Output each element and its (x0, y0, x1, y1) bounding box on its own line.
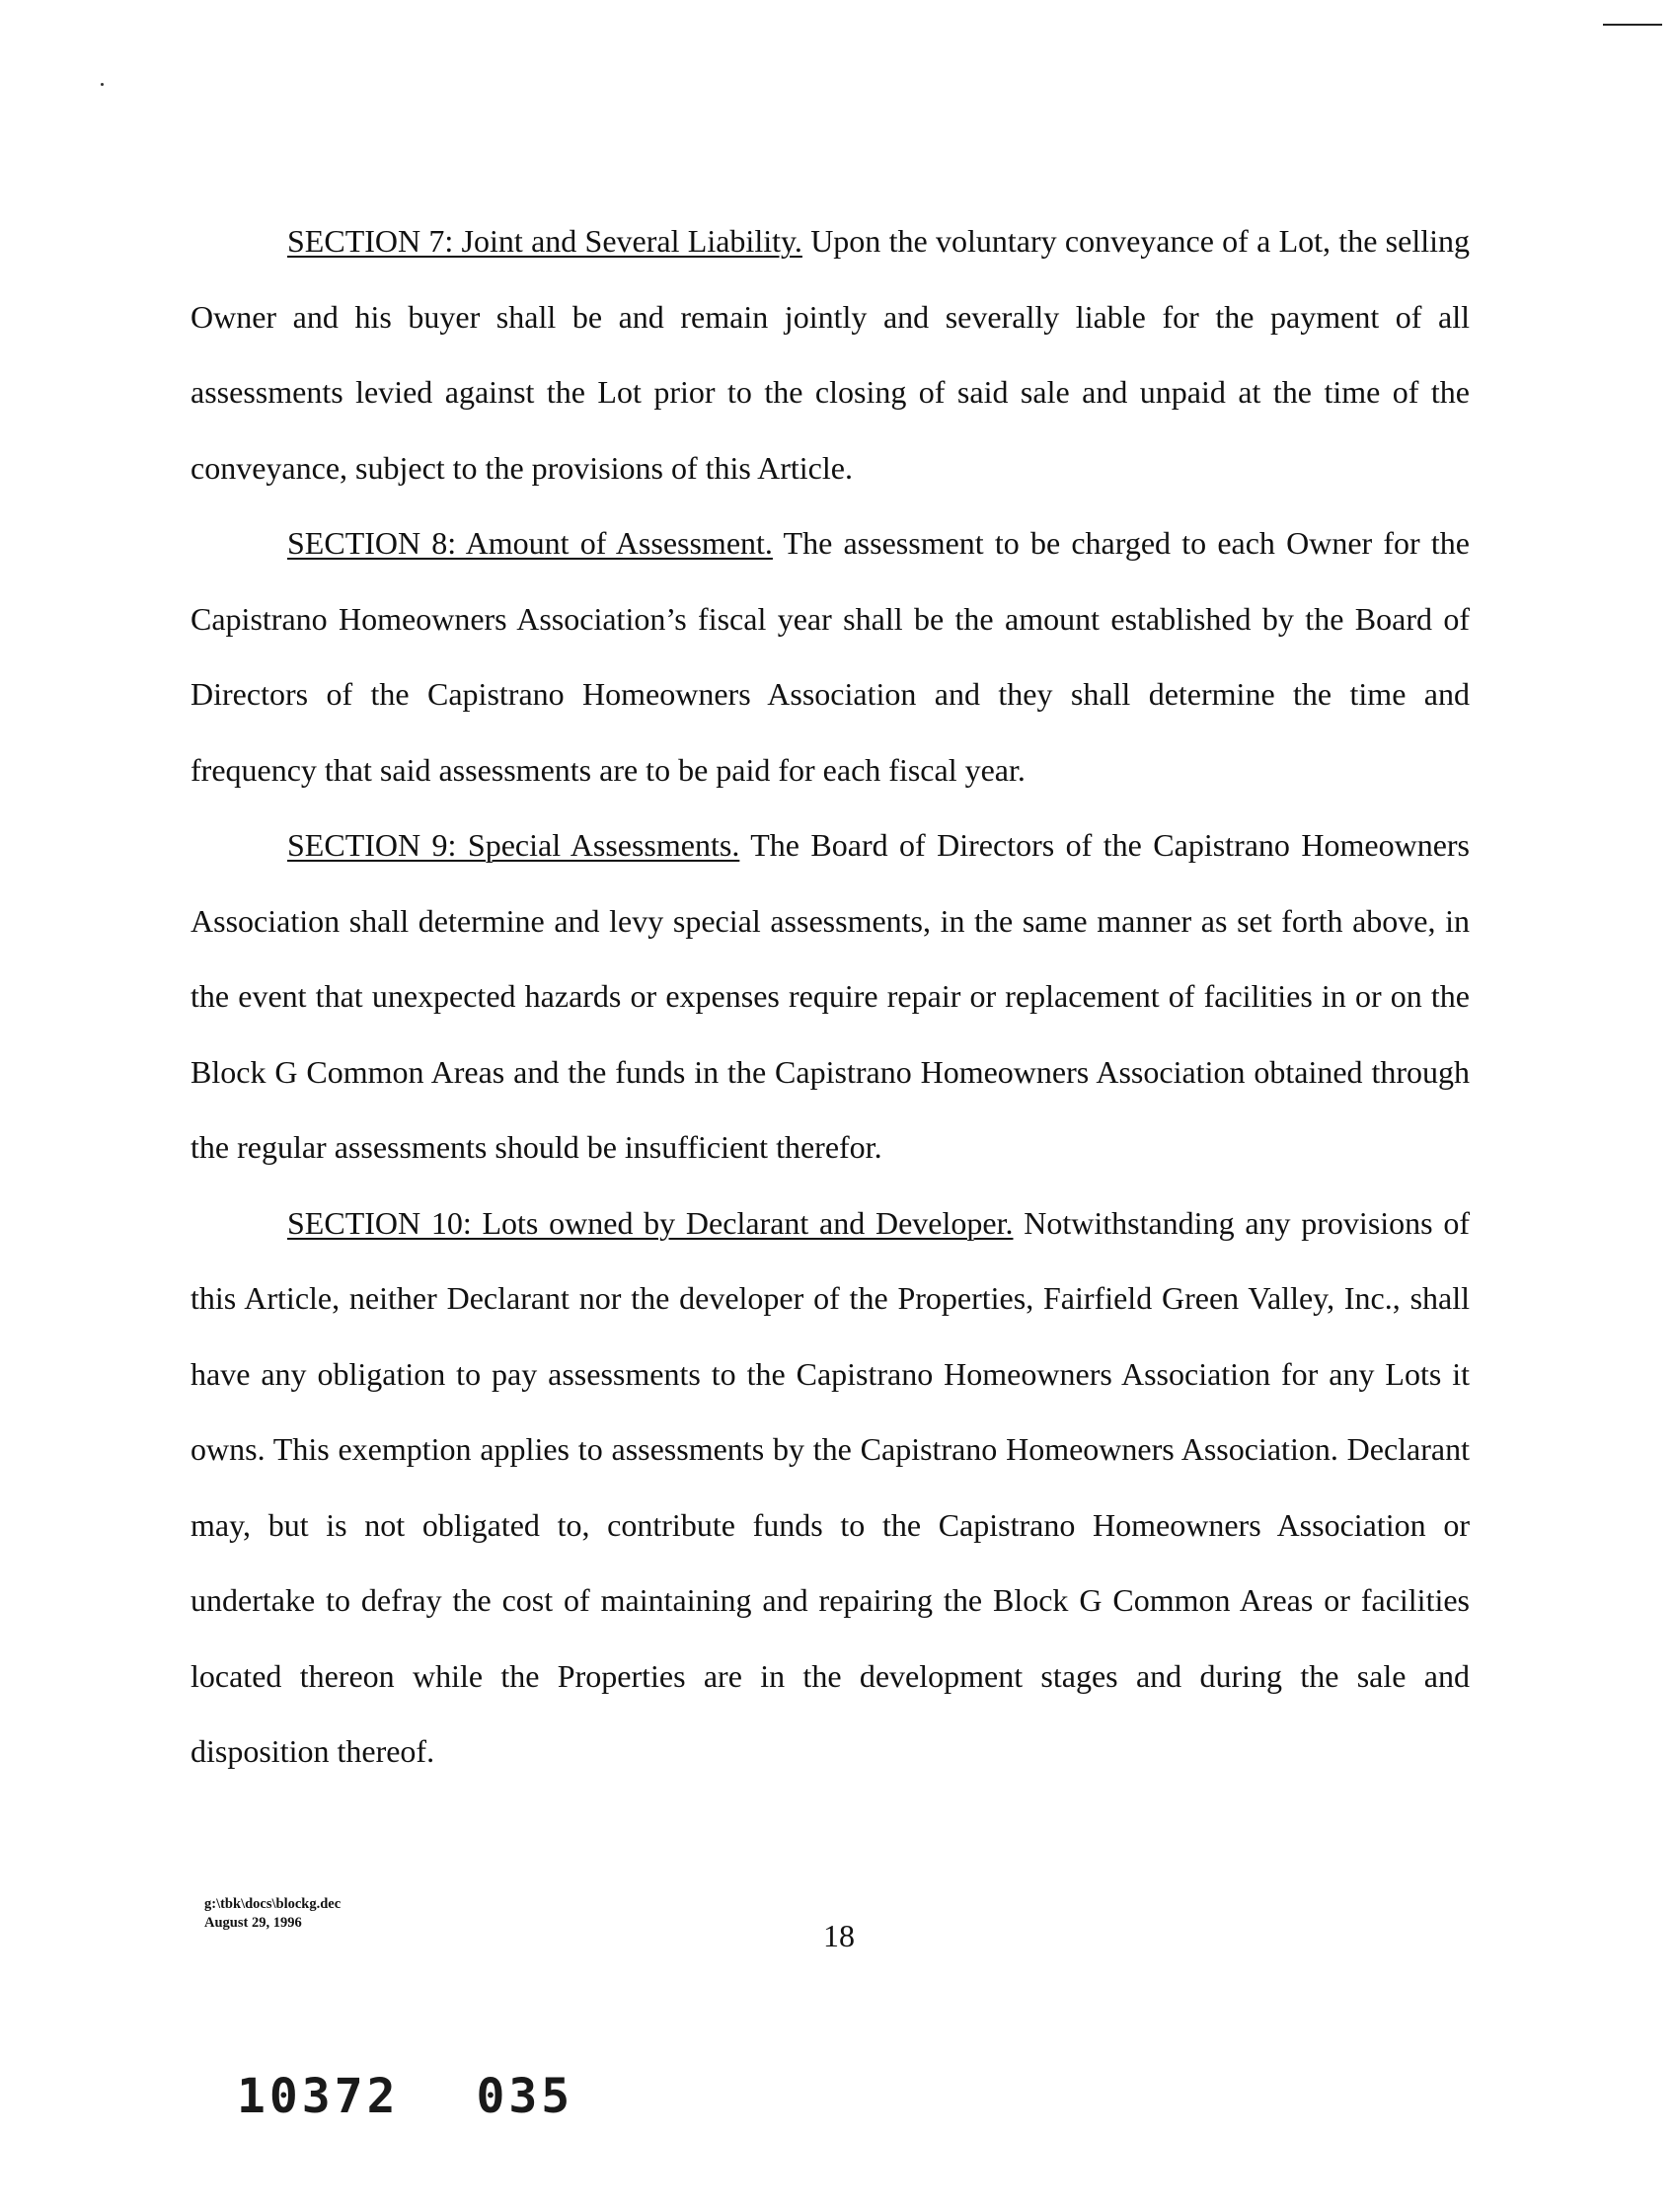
corner-rule-mark (1603, 24, 1662, 26)
section-9-text: The Board of Directors of the Capistrano Homeowners Association shall determine and levy special assessments, in the same manner as set forth above, in the event that unexpected hazards or expenses require repair or replacement of facilities in or on the Block G Common Areas and the funds in the Capistrano Homeowners Association obtained through the regular assessments should be insufficient therefor. (190, 827, 1471, 1165)
section-7-paragraph (190, 203, 1470, 505)
section-8-text: The assessment to be charged to each Owner for the Capistrano Homeowners Association’s fiscal year shall be the amount established by the Board of Directors of the Capistrano Homeowners Association and they shall determine the time and frequency that said assessments are to be paid for each fiscal year. (190, 525, 1470, 788)
document-body (190, 203, 1470, 1790)
section-7-heading: SECTION 7: Joint and Several Liability. (287, 223, 802, 259)
recording-page-number: 035 (476, 2069, 574, 2124)
section-10-heading: SECTION 10: Lots owned by Declarant and Developer. (287, 1204, 1014, 1241)
section-9-paragraph (190, 807, 1470, 1185)
section-10-text: Notwithstanding any provisions of this Article, neither Declarant nor the developer of the Properties, Fairfield Green Valley, Inc., shall have any obligation to pay assessments to the Capistrano Homeowners Association for any Lots it owns. This exemption applies to assessments by the Capistrano Homeowners Association. Declarant may, but is not obligated to, contribute funds to the Capistrano Homeowners Association or undertake to defray the cost of maintaining and repairing the Block G Common Areas or facilities located thereon while the Properties are in the development stages and during the sale and disposition thereof. (190, 1204, 1471, 1769)
section-7-text: Upon the voluntary conveyance of a Lot, the selling Owner and his buyer shall be and remain jointly and severally liable for the payment of all assessments levied against the Lot prior to the closing of said sale and unpaid at the time of the conveyance, subject to the provisions of this Article. (190, 223, 1471, 486)
page-number: 18 (823, 1918, 855, 1953)
recording-stamp (237, 2069, 573, 2124)
footer-file-path: g:\tbk\docs\blockg.dec (204, 1896, 342, 1912)
section-8-paragraph (190, 505, 1470, 807)
section-8-heading: SECTION 8: Amount of Assessment. (287, 525, 773, 561)
scan-speck (101, 83, 104, 86)
footer-metadata (204, 1895, 341, 1933)
section-9-heading: SECTION 9: Special Assessments. (287, 827, 740, 863)
footer-date: August 29, 1996 (204, 1915, 302, 1931)
section-10-paragraph (190, 1185, 1470, 1790)
recording-book-number: 10372 (237, 2069, 400, 2124)
